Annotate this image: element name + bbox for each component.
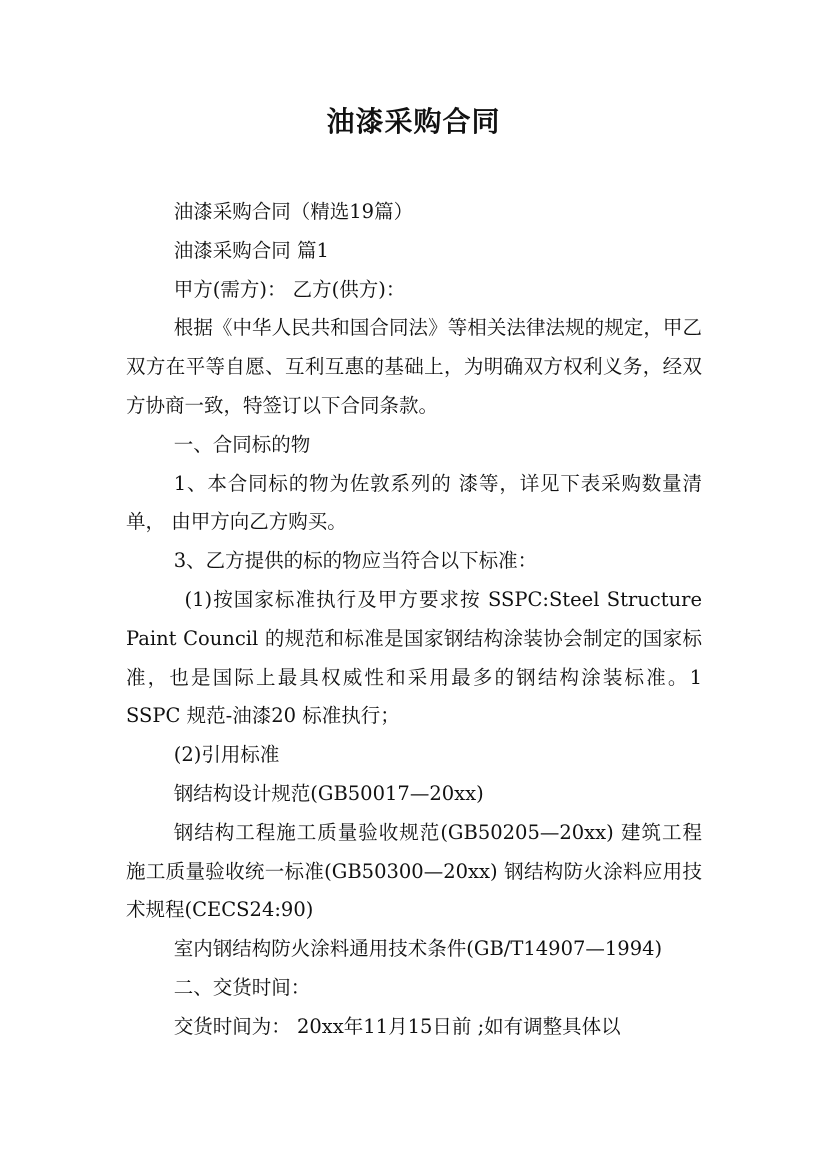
paragraph-clause-2-heading: 二、交货时间： [173,975,311,999]
paragraph-standard-2: (2)引用标准 [173,743,280,767]
paragraph-clause-1-item-3: 3、乙方提供的标的物应当符合以下标准： [173,549,538,573]
paragraph-clause-1-heading: 一、合同标的物 [173,432,311,456]
paragraph-parties: 甲方(需方)： 乙方(供方)： [173,277,406,301]
document-body [126,193,702,1047]
paragraph-standard-list: 钢结构工程施工质量验收规范(GB50205—20xx) 建筑工程施工质量验收统一标准(GB50300—20xx) 钢结构防火涂料应用技术规程(CECS24:90) [126,820,702,922]
paragraph-delivery-time: 交货时间为： 20xx年11月15日前 ;如有调整具体以 [173,1014,621,1038]
paragraph-subtitle: 油漆采购合同（精选19篇） [173,200,414,223]
paragraph-standard-1: (1)按国家标准执行及甲方要求按 SSPC:Steel Structure Paint Council 的规范和标准是国家钢结构涂装协会制定的国家标准，也是国际上最具权威性和采用最多的钢结构涂装标准。1 SSPC 规范-油漆20 标准执行； [126,587,702,728]
paragraph-preamble: 根据《中华人民共和国合同法》等相关法律法规的规定，甲乙双方在平等自愿、互利互惠的基础上，为明确双方权利义务，经双方协商一致，特签订以下合同条款。 [126,316,702,417]
paragraph-standard-gbt14907: 室内钢结构防火涂料通用技术条件(GB/T14907—1994) [173,937,663,961]
paragraph-section-heading: 油漆采购合同 篇1 [173,238,329,262]
document-title: 油漆采购合同 [326,105,501,138]
paragraph-standard-gb50017: 钢结构设计规范(GB50017—20xx) [173,781,484,805]
paragraph-clause-1-item-1: 1、本合同标的物为佐敦系列的 漆等，详见下表采购数量清单， 由甲方向乙方购买。 [126,471,702,534]
